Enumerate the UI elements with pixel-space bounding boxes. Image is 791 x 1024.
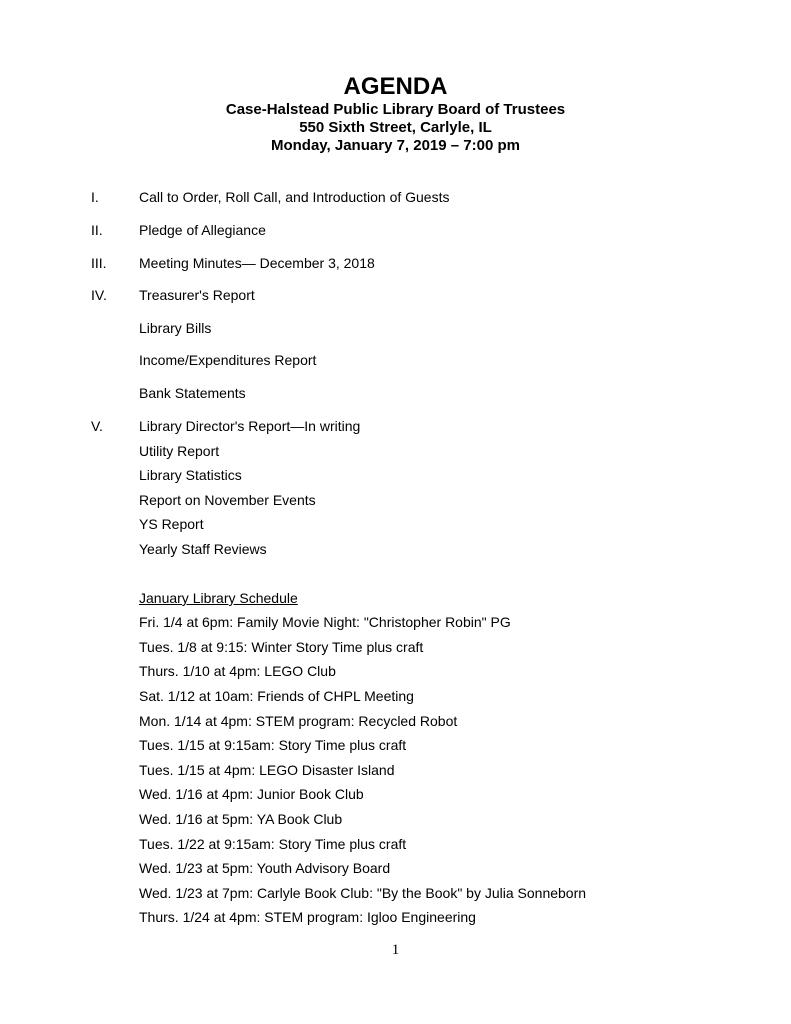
agenda-numeral: IV. [91,287,107,303]
agenda-item-directors-report: Library Director's Report—In writing [139,418,361,434]
schedule-event: Tues. 1/15 at 9:15am: Story Time plus craft [139,737,407,753]
agenda-subitem: YS Report [139,516,204,532]
schedule-event: Fri. 1/4 at 6pm: Family Movie Night: "Christopher Robin" PG [139,614,511,630]
schedule-event: Tues. 1/15 at 4pm: LEGO Disaster Island [139,762,395,778]
schedule-event: Tues. 1/22 at 9:15am: Story Time plus craft [139,836,407,852]
address: 550 Sixth Street, Carlyle, IL [299,119,492,136]
agenda-subitem: Library Statistics [139,467,242,483]
schedule-event: Wed. 1/16 at 4pm: Junior Book Club [139,786,364,802]
agenda-subitem: Library Bills [139,320,212,336]
agenda-item-treasurers-report: Treasurer's Report [139,287,255,303]
agenda-numeral: I. [91,189,99,205]
agenda-item-meeting-minutes: Meeting Minutes— December 3, 2018 [139,255,375,271]
agenda-numeral: III. [91,255,107,271]
agenda-subitem: Utility Report [139,443,220,459]
schedule-event: Wed. 1/23 at 5pm: Youth Advisory Board [139,860,391,876]
schedule-event: Thurs. 1/24 at 4pm: STEM program: Igloo Engineering [139,909,476,925]
schedule-event: Wed. 1/16 at 5pm: YA Book Club [139,811,343,827]
schedule-heading: January Library Schedule [139,590,298,606]
meeting-date-time: Monday, January 7, 2019 – 7:00 pm [270,137,520,154]
organization-name: Case-Halstead Public Library Board of Trustees [225,101,566,118]
agenda-numeral: V. [91,418,103,434]
agenda-subitem: Bank Statements [139,385,246,401]
agenda-subitem: Report on November Events [139,492,316,508]
schedule-event: Mon. 1/14 at 4pm: STEM program: Recycled Robot [139,713,458,729]
agenda-subitem: Income/Expenditures Report [139,352,317,368]
agenda-numeral: II. [91,222,103,238]
page-number: 1 [391,942,400,958]
agenda-item-call-to-order: Call to Order, Roll Call, and Introduction of Guests [139,189,450,205]
schedule-event: Tues. 1/8 at 9:15: Winter Story Time plus craft [139,639,424,655]
schedule-event: Thurs. 1/10 at 4pm: LEGO Club [139,663,336,679]
page-title: AGENDA [343,73,448,100]
agenda-item-pledge: Pledge of Allegiance [139,222,266,238]
schedule-event: Wed. 1/23 at 7pm: Carlyle Book Club: "By the Book" by Julia Sonneborn [139,885,587,901]
schedule-event: Sat. 1/12 at 10am: Friends of CHPL Meeting [139,688,414,704]
agenda-subitem: Yearly Staff Reviews [139,541,267,557]
